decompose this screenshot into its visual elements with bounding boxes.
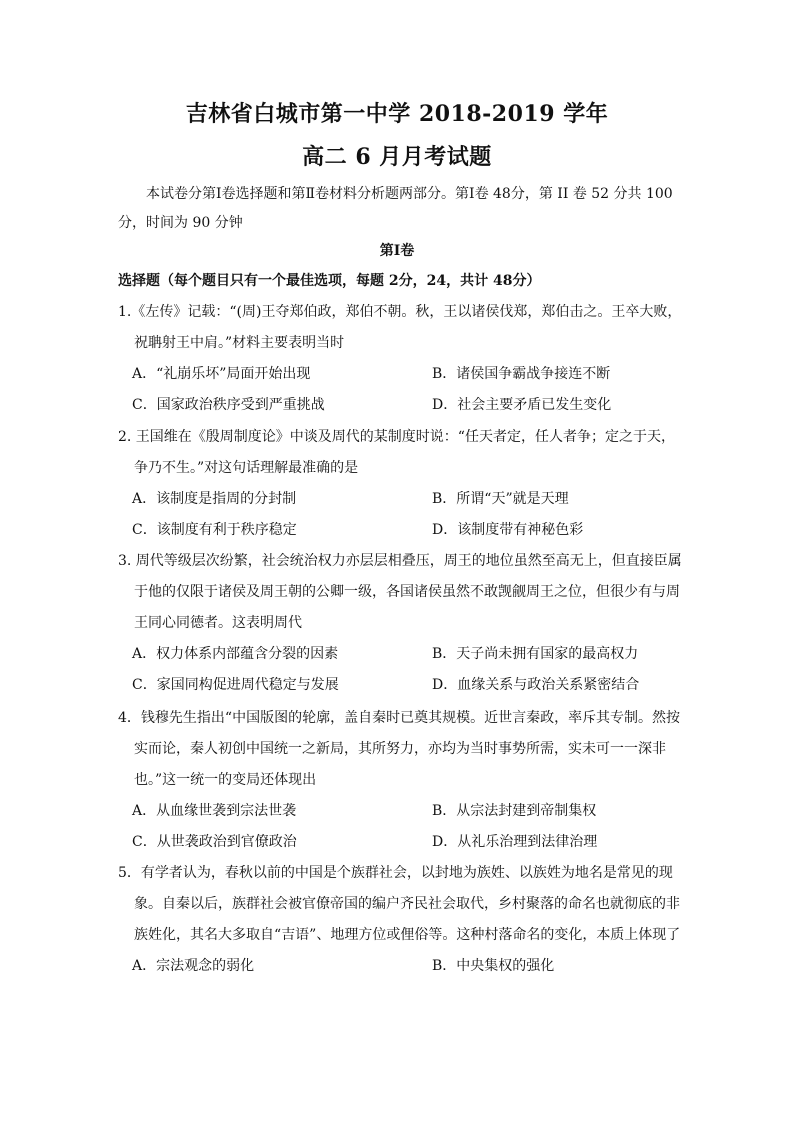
option-a[interactable]: A．“礼崩乐坏”局面开始出现 [132, 366, 311, 382]
option-c[interactable]: C．从世袭政治到官僚政治 [132, 834, 297, 850]
exam-title-line1: 吉林省白城市第一中学 2018-2019 学年 [185, 101, 609, 127]
option-d[interactable]: D．从礼乐治理到法律治理 [432, 834, 598, 850]
option-a[interactable]: A．权力体系内部蕴含分裂的因素 [132, 646, 339, 662]
option-a[interactable]: A．宗法观念的弱化 [132, 958, 255, 974]
option-b[interactable]: B．诸侯国争霸战争接连不断 [432, 366, 611, 382]
question-2 [118, 422, 683, 546]
question-stem: 1.《左传》记载：“(周)王夺郑伯政，郑伯不朝。秋，王以诸侯伐郑，郑伯击之。王卒大败，祝聃射王中肩。”材料主要表明当时 [118, 304, 682, 351]
option-b[interactable]: B．中央集权的强化 [432, 958, 555, 974]
options-row [118, 951, 683, 982]
options-row [118, 796, 683, 827]
exam-title-line2: 高二 6 月月考试题 [302, 144, 492, 170]
options-row [118, 515, 683, 546]
option-d[interactable]: D．社会主要矛盾已发生变化 [432, 397, 612, 413]
options-row [118, 670, 683, 701]
options-row [118, 390, 683, 421]
options-row [118, 827, 683, 858]
exam-intro: 本试卷分第Ⅰ卷选择题和第Ⅱ卷材料分析题两部分。第Ⅰ卷 48分，第 II 卷 52 分共 100 分，时间为 90 分钟 [118, 186, 673, 231]
option-c[interactable]: C．该制度有利于秩序稳定 [132, 522, 297, 538]
question-1 [118, 297, 683, 421]
option-b[interactable]: B．从宗法封建到帝制集权 [432, 803, 597, 819]
options-row [118, 359, 683, 390]
option-b[interactable]: B．天子尚未拥有国家的最高权力 [432, 646, 639, 662]
options-row [118, 639, 683, 670]
question-3 [118, 546, 683, 701]
option-b[interactable]: B．所谓“天”就是天理 [432, 491, 569, 507]
option-d[interactable]: D．该制度带有神秘色彩 [432, 522, 584, 538]
instructions: 选择题（每个题目只有一个最佳选项，每题 2分，24，共计 48分） [118, 273, 541, 289]
option-a[interactable]: A．该制度是指周的分封制 [132, 491, 297, 507]
option-c[interactable]: C．国家政治秩序受到严重挑战 [132, 397, 325, 413]
question-stem: 2. 王国维在《殷周制度论》中谈及周代的某制度时说：“任天者定，任人者争；定之于天，争乃不生。”对这句话理解最准确的是 [118, 429, 675, 476]
option-d[interactable]: D．血缘关系与政治关系紧密结合 [432, 677, 640, 693]
options-row [118, 484, 683, 515]
question-4 [118, 703, 683, 858]
option-a[interactable]: A．从血缘世袭到宗法世袭 [132, 803, 297, 819]
question-stem: 3. 周代等级层次纷繁，社会统治权力亦层层相叠压，周王的地位虽然至高无上，但直接臣属于他的仅限于诸侯及周王朝的公卿一级，各国诸侯虽然不敢觊觎周王之位，但很少有与周王同心同德者。这表明周代 [118, 553, 682, 631]
question-stem: 5．有学者认为，春秋以前的中国是个族群社会，以封地为族姓、以族姓为地名是常见的现象。自秦以后，族群社会被官僚帝国的编户齐民社会取代，乡村聚落的命名也就彻底的非族姓化，其名大多取自“吉语”、地理方位或俚俗等。这种村落命名的变化，本质上体现了 [118, 865, 681, 943]
option-c[interactable]: C．家国同构促进周代稳定与发展 [132, 677, 339, 693]
question-5 [118, 858, 683, 982]
section-title: 第Ⅰ卷 [379, 243, 415, 259]
question-stem: 4．钱穆先生指出“中国版图的轮廓，盖自秦时已奠其规模。近世言秦政，率斥其专制。然按实而论，秦人初创中国统一之新局，其所努力，亦均为当时事势所需，实未可一一深非也。”这一统一的变局还体现出 [118, 710, 681, 788]
